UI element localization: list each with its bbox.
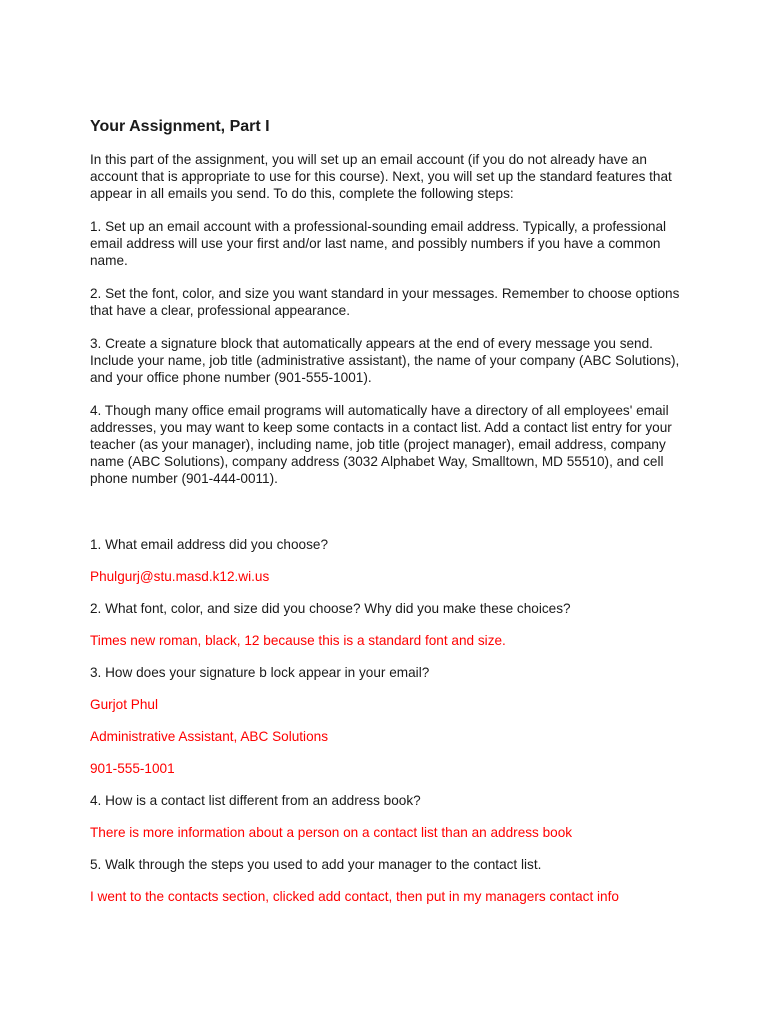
answer-3-phone: 901-555-1001: [90, 761, 175, 776]
answer-2: Times new roman, black, 12 because this is a standard font and size.: [90, 633, 506, 648]
step-1-paragraph: 1. Set up an email account with a professional-sounding email address. Typically, a professional email address will use your first and/or last name, and possibly numbers if you have a common name.: [90, 219, 667, 268]
question-5: 5. Walk through the steps you used to add your manager to the contact list.: [90, 857, 542, 872]
section-spacer: [90, 503, 688, 536]
question-3: 3. How does your signature b lock appear in your email?: [90, 665, 430, 680]
answer-4: There is more information about a person on a contact list than an address book: [90, 825, 573, 840]
step-3-paragraph: 3. Create a signature block that automatically appears at the end of every message you send. Include your name, job title (administrative assistant), the name of your company (ABC Solutions), and your office phone number (901-555-1001).: [90, 336, 680, 385]
question-4: 4. How is a contact list different from an address book?: [90, 793, 421, 808]
document-title: Your Assignment, Part I: [90, 118, 270, 135]
answer-3-name: Gurjot Phul: [90, 697, 159, 712]
step-2-paragraph: 2. Set the font, color, and size you want standard in your messages. Remember to choose options that have a clear, professional appearance.: [90, 286, 680, 318]
answer-3-title: Administrative Assistant, ABC Solutions: [90, 729, 328, 744]
answer-5: I went to the contacts section, clicked add contact, then put in my managers contact info: [90, 889, 619, 904]
intro-paragraph: In this part of the assignment, you will set up an email account (if you do not already have an account that is appropriate to use for this course). Next, you will set up the standard features that appear in all emails you send. To do this, complete the following steps:: [90, 152, 672, 201]
step-4-paragraph: 4. Though many office email programs will automatically have a directory of all employees' email addresses, you may want to keep some contacts in a contact list. Add a contact list entry for your teacher (as your manager), including name, job title (project manager), email address, company name (ABC Solutions), company address (3032 Alphabet Way, Smalltown, MD 55510), and cell phone number (901-444-0011).: [90, 403, 672, 486]
question-1: 1. What email address did you choose?: [90, 537, 329, 552]
answer-1: Phulgurj@stu.masd.k12.wi.us: [90, 569, 270, 584]
question-2: 2. What font, color, and size did you choose? Why did you make these choices?: [90, 601, 571, 616]
